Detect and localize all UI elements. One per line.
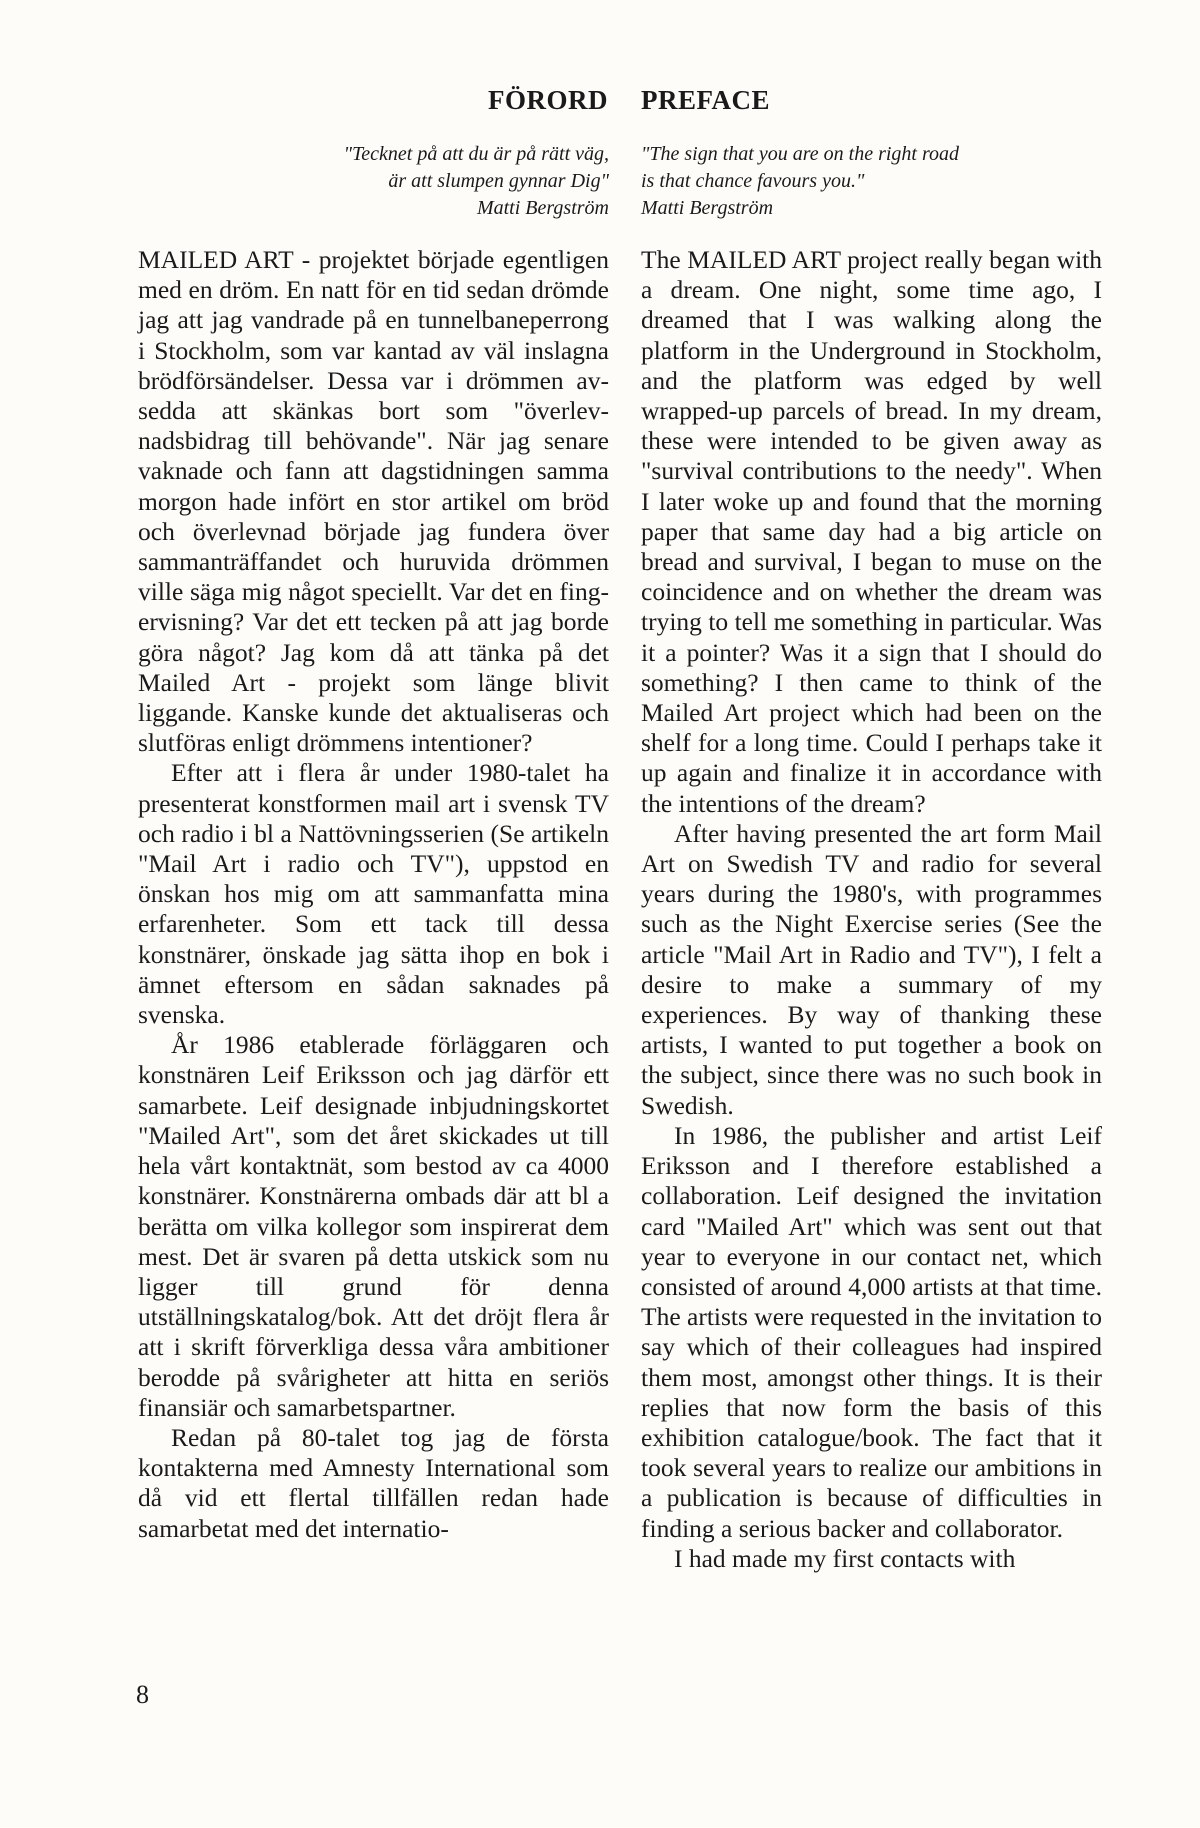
page-number: 8 [136, 1680, 149, 1709]
epigraph-english [641, 141, 1061, 222]
swedish-paragraph: Efter att i flera år under 1980-talet ha presenterat konstformen mail art i svensk TV och radio i bl a Nattövningsserien (Se artikeln "Mail Art i radio och TV"), uppstod en önskan hos mig om att sammanfatta mina erfarenheter. Som ett tack till dessa konstnärer, önskade jag sätta ihop en bok i ämnet eftersom en sådan saknades på svenska. [138, 758, 609, 1030]
swedish-paragraph: MAILED ART - projektet började egentligen med en dröm. En natt för en tid sedan drömde jag att jag vandrade på en tunnelbaneperrong i Stockholm, som var kantad av väl inslagna brödförsändelser. Dessa var i drömmen avsedda att skänkas bort som "överlevnadsbidrag till behövande". När jag senare vaknade och fann att dagstidningen samma morgon hade infört en stor artikel om bröd och överlevnad började jag fundera över sammanträffandet och huruvida drömmen ville säga mig något speciellt. Var det en fingervisning? Var det ett tecken på att jag borde göra något? Jag kom då att tänka på det Mailed Art - projekt som länge blivit liggande. Kanske kunde det aktualiseras och slutföras enligt drömmens intentioner? [138, 245, 609, 758]
heading-forord: FÖRORD [488, 85, 608, 115]
epigraph-english-line-1: "The sign that you are on the right road [641, 143, 960, 165]
epigraph-swedish [240, 141, 609, 222]
epigraph-english-line-2: is that chance favours you." [641, 170, 865, 192]
epigraph-swedish-line-1: "Tecknet på att du är på rätt väg, [343, 143, 609, 165]
english-text-column [641, 245, 1102, 1574]
swedish-paragraph: År 1986 etablerade förläggaren och konstnären Leif Eriksson och jag därför ett samarbete. Leif designade inbjudningskortet "Mailed Art", som det året skickades ut till hela vårt kontaktnät, som bestod av ca 4000 konstnärer. Konstnärerna ombads där att bl a berätta om vilka kollegor som inspirerat dem mest. Det är svaren på detta utskick som nu ligger till grund för denna utställningskatalog/bok. Att det dröjt flera år att i skrift förverkliga dessa våra ambitioner berodde på svårigheter att hitta en seriös finansiär och samarbetspartner. [138, 1030, 609, 1422]
swedish-paragraph: Redan på 80-talet tog jag de första kontakterna med Amnesty International som då vid ett flertal tillfällen redan hade samarbetat med det internatio- [138, 1422, 609, 1543]
epigraph-english-author: Matti Bergström [641, 197, 774, 219]
heading-preface: PREFACE [641, 85, 770, 115]
english-paragraph: After having presented the art form Mail Art on Swedish TV and radio for several years during the 1980's, with programmes such as the Night Exercise series (See the article "Mail Art in Radio and TV"), I felt a desire to make a summary of my experiences. By way of thanking these artists, I wanted to put together a book on the subject, since there was no such book in Swedish. [641, 818, 1102, 1120]
swedish-text-column [138, 245, 609, 1544]
english-paragraph: I had made my first contacts with [674, 1543, 1016, 1573]
epigraph-swedish-line-2: är att slumpen gynnar Dig" [388, 170, 609, 192]
epigraph-swedish-author: Matti Bergström [476, 197, 609, 219]
english-paragraph: In 1986, the publisher and artist Leif Eriksson and I therefore established a collaboration. Leif designed the invitation card "Mailed Art" which was sent out that year to everyone in our contact net, which consisted of around 4,000 artists at that time. The artists were requested in the invitation to say which of their colleagues had inspired them most, amongst other things. It is their replies that now form the basis of this exhibition catalogue/book. The fact that it took several years to realize our ambitions in a publication is because of difficulties in finding a serious backer and collaborator. [641, 1120, 1102, 1543]
english-paragraph: The MAILED ART project really began with a dream. One night, some time ago, I dreamed that I was walking along the platform in the Underground in Stockholm, and the platform was edged by well wrapped-up parcels of bread. In my dream, these were intended to be given away as "survival contributions to the needy". When I later woke up and found that the morning paper that same day had a big article on bread and survival, I began to muse on the coincidence and on whether the dream was trying to tell me something in particular. Was it a pointer? Was it a sign that I should do something? I then came to think of the Mailed Art project which had been on the shelf for a long time. Could I perhaps take it up again and finalize it in accordance with the intentions of the dream? [641, 245, 1102, 818]
